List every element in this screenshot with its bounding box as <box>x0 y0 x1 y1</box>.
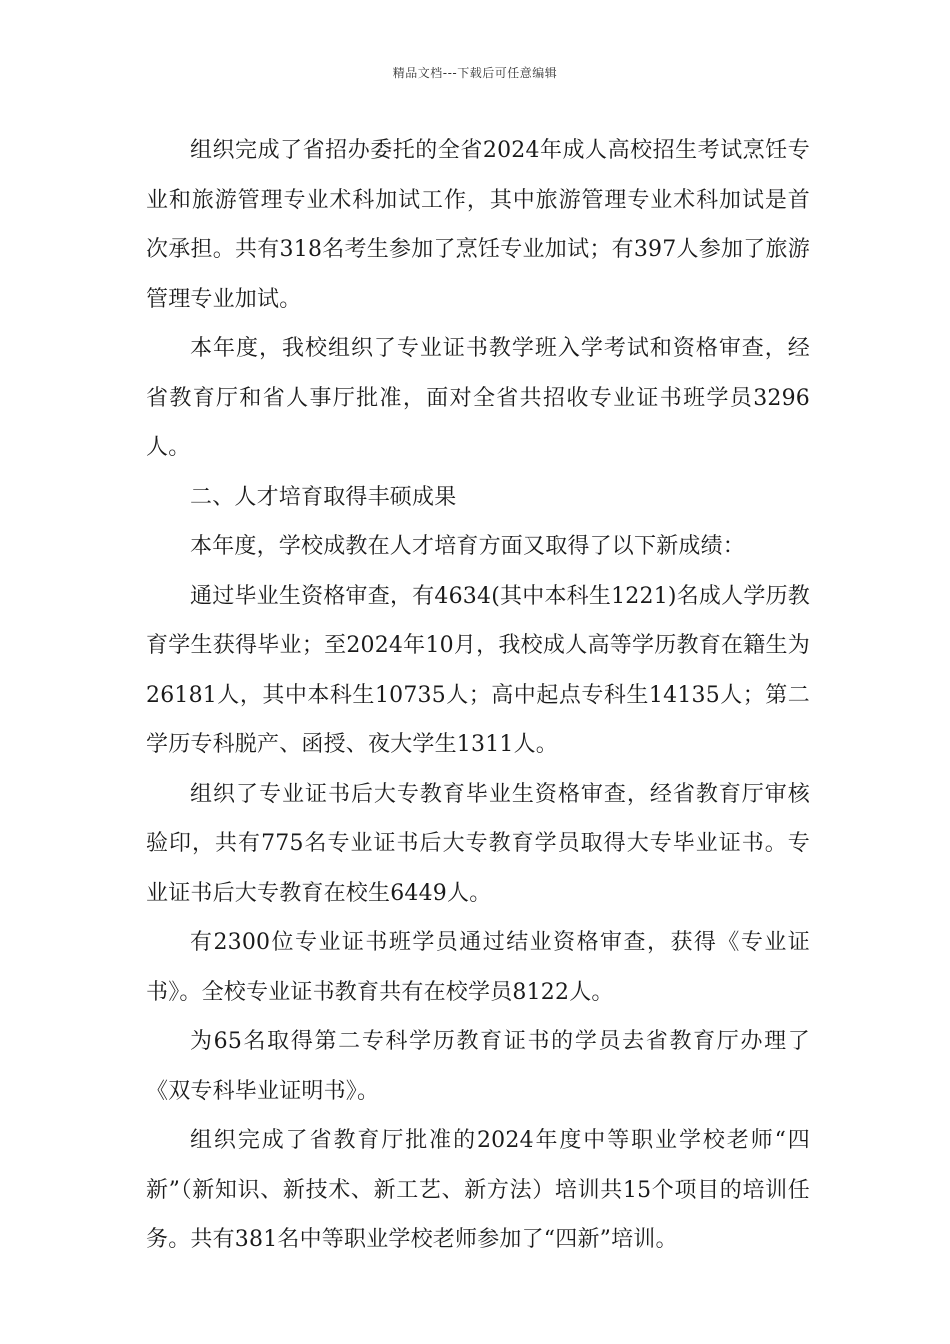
paragraph-teacher-training: 组织完成了省教育厅批准的2024年度中等职业学校老师“四新”（新知识、新技术、新工艺、新方法）培训共15个项目的培训任务。共有381名中等职业学校老师参加了“四新”培训。 <box>146 1128 810 1252</box>
paragraph-certificate-enrollment: 本年度，我校组织了专业证书教学班入学考试和资格审查，经省教育厅和省人事厅批准，面对全省共招收专业证书班学员3296人。 <box>146 336 810 460</box>
paragraph-college-certificate: 组织了专业证书后大专教育毕业生资格审查，经省教育厅审核验印，共有775名专业证书后大专教育学员取得大专毕业证书。专业证书后大专教育在校生6449人。 <box>146 781 810 906</box>
paragraph-admissions-exam: 组织完成了省招办委托的全省2024年成人高校招生考试烹饪专业和旅游管理专业术科加试工作，其中旅游管理专业术科加试是首次承担。共有318名考生参加了烹饪专业加试；有397人参加了旅游管理专业加试。 <box>146 138 810 312</box>
paragraph-graduation-stats: 通过毕业生资格审查，有4634(其中本科生1221)名成人学历教育学生获得毕业；至2024年10月，我校成人高等学历教育在籍生为26181人，其中本科生10735人；高中起点专科生14135人；第二学历专科脱产、函授、夜大学生1311人。 <box>146 583 810 757</box>
paragraph-achievements-intro: 本年度，学校成教在人才培育方面又取得了以下新成绩： <box>190 534 746 559</box>
paragraph-professional-certificate: 有2300位专业证书班学员通过结业资格审查，获得《专业证书》。全校专业证书教育共有在校学员8122人。 <box>146 930 810 1005</box>
document-body <box>146 126 810 1265</box>
page-header: 精品文档---下载后可任意编辑 <box>392 66 558 80</box>
paragraph-dual-diploma: 为65名取得第二专科学历教育证书的学员去省教育厅办理了《双专科毕业证明书》。 <box>146 1029 810 1104</box>
section-heading: 二、人才培育取得丰硕成果 <box>190 484 457 510</box>
